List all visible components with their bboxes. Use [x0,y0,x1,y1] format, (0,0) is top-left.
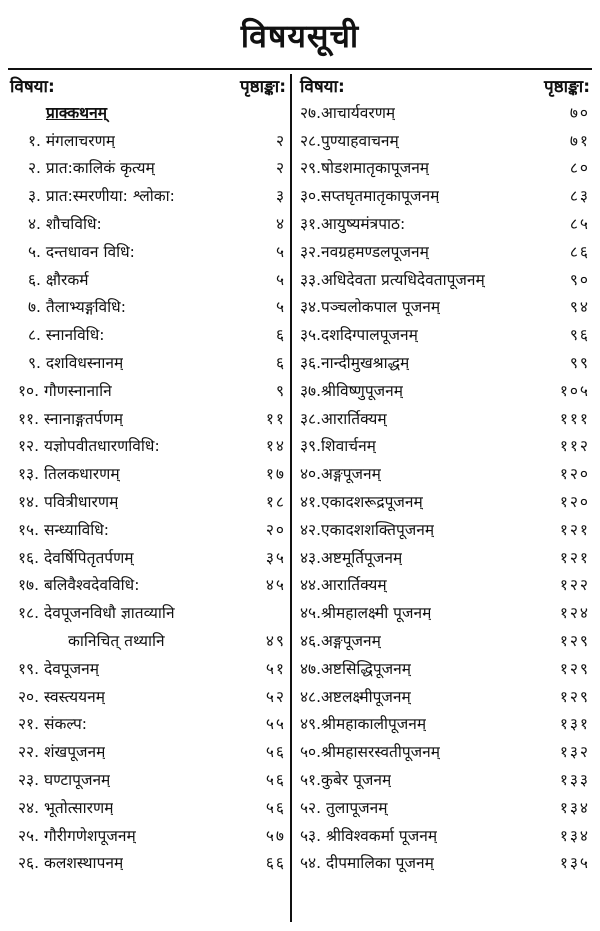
page-title: विषयसूची [240,17,360,55]
right-toc-entry [300,459,590,487]
right-toc-entry [300,154,590,182]
right-toc-entry [300,404,590,432]
left-toc-entry [10,126,286,154]
right-entry-title: ३८.आरार्तिक्यम् [300,409,387,428]
right-entry-page: ८५ [569,215,590,234]
right-toc-entry [300,710,590,738]
left-toc-entry [10,237,286,265]
left-toc-entry [10,293,286,321]
left-entry-title: १६. देवर्षिपितृतर्पणम् [18,548,134,567]
left-entry-page: २ [275,159,286,178]
right-entry-title: ५३. श्रीविश्वकर्मा पूजनम् [300,826,438,845]
right-topic-heading: विषया: [300,76,345,97]
left-entry-title: १५. सन्ध्याविधि: [18,520,109,539]
right-entry-title: ३६.नान्दीमुखश्राद्धम् [300,354,410,373]
right-entry-page: १११ [559,409,590,428]
left-entry-page: ५ [275,270,286,289]
left-toc-entry [10,154,286,182]
right-toc-entry [300,682,590,710]
right-entry-page: १२९ [559,687,590,706]
left-toc-entry [10,432,286,460]
left-entry-page: ५७ [265,826,286,845]
right-entry-page: १२० [559,465,590,484]
right-entry-page: १३३ [559,771,590,790]
right-toc-entry [300,181,590,209]
left-entry-title: ५. दन्तधावन विधि: [28,242,135,261]
right-toc-entry [300,543,590,571]
left-entry-title: ३. प्रात:स्मरणीया: श्लोका: [28,187,175,206]
right-entry-page: ९९ [569,354,590,373]
right-toc-entry [300,737,590,765]
left-entry-page: १७ [265,465,286,484]
left-entry-title: २२. शंखपूजनम् [18,743,106,762]
left-toc-entry [10,348,286,376]
left-entry-page: ४ [275,215,286,234]
right-toc-entry [300,293,590,321]
left-entry-title: कानिचित् तथ्यानि [68,632,165,651]
left-toc-entry [10,598,286,626]
left-entry-page: ५६ [265,771,286,790]
right-entry-page: ७० [569,103,590,122]
right-toc-entry [300,626,590,654]
right-entry-title: ४४.आरार्तिक्यम् [300,576,387,595]
right-entry-title: ४६.अङ्गपूजनम् [300,632,381,651]
right-entry-page: ११२ [559,437,590,456]
left-entry-title: ७. तैलाभ्यङ्गविधि: [28,298,126,317]
column-divider [290,74,292,922]
right-entry-title: ३१.आयुष्यमंत्रपाठ: [300,215,406,234]
right-toc-entry [300,376,590,404]
right-entry-title: ५४. दीपमालिका पूजनम् [300,854,434,873]
right-entry-title: ४२.एकादशशक्तिपूजनम् [300,520,435,539]
right-entry-title: २९.षोडशमातृकापूजनम् [300,159,430,178]
left-entry-title: २०. स्वस्त्ययनम् [18,687,105,706]
left-entry-page: २० [265,520,286,539]
right-entry-title: ४०.अङ्गपूजनम् [300,465,381,484]
left-entry-title: २४. भूतोत्सारणम् [18,798,114,817]
right-entry-page: १२१ [559,520,590,539]
header-divider [8,68,592,70]
left-entry-title: ११. स्नानाङ्गतर्पणम् [18,409,124,428]
left-toc-entry [10,181,286,209]
left-entry-title: ६. क्षौरकर्म [28,270,89,289]
left-entry-page: ५५ [265,715,286,734]
right-entry-title: २८.पुण्याहवाचनम् [300,131,399,150]
left-entry-list [10,126,286,877]
right-entry-page: ९६ [569,326,590,345]
left-entry-page: ४९ [265,632,286,651]
right-entry-title: ३३.अधिदेवता प्रत्यधिदेवतापूजनम् [300,270,485,289]
right-toc-entry [300,98,590,126]
left-toc-entry [10,793,286,821]
left-column-header [10,72,286,98]
left-toc-entry [10,626,286,654]
right-entry-page: ८० [569,159,590,178]
right-toc-entry [300,849,590,877]
right-toc-entry [300,320,590,348]
right-entry-title: २७.आचार्यवरणम् [300,103,396,122]
right-entry-title: ४९.श्रीमहाकालीपूजनम् [300,715,427,734]
left-entry-title: २३. घण्टापूजनम् [18,771,111,790]
left-entry-page: ५१ [265,659,286,678]
left-entry-page: ६६ [265,854,286,873]
left-toc-entry [10,459,286,487]
left-entry-title: १७. बलिवैश्वदेवविधि: [18,576,140,595]
left-entry-title: २. प्रात:कालिकं कृत्यम् [28,159,155,178]
right-toc-entry [300,209,590,237]
section-subheading: प्राक्कथनम् [46,103,107,122]
right-entry-page: १२० [559,493,590,512]
right-toc-entry [300,793,590,821]
left-entry-title: ४. शौचविधि: [28,215,102,234]
left-toc-entry [10,320,286,348]
left-entry-title: १८. देवपूजनविधौ ज्ञातव्यानि [18,604,175,623]
left-toc-entry [10,821,286,849]
right-entry-page: १२२ [559,576,590,595]
right-toc-entry [300,126,590,154]
right-entry-page: ८६ [569,242,590,261]
right-column-header [300,72,590,98]
right-toc-entry [300,432,590,460]
right-toc-entry [300,265,590,293]
left-toc-entry [10,654,286,682]
right-entry-page: १०५ [559,381,590,400]
right-entry-page: १२९ [559,632,590,651]
left-toc-entry [10,376,286,404]
left-entry-title: १४. पवित्रीधारणम् [18,493,119,512]
left-toc-entry [10,543,286,571]
right-toc-entry [300,487,590,515]
right-entry-page: १३४ [559,798,590,817]
right-entry-page: ७१ [569,131,590,150]
left-entry-title: २५. गौरीगणेशपूजनम् [18,826,136,845]
left-toc-entry [10,404,286,432]
left-entry-title: १२. यज्ञोपवीतधारणविधि: [18,437,160,456]
right-entry-page: ८३ [569,187,590,206]
right-entry-title: ५१.कुबेर पूजनम् [300,771,392,790]
right-toc-entry [300,237,590,265]
left-topic-heading: विषया: [10,76,55,97]
right-entry-title: ३५.दशदिग्पालपूजनम् [300,326,418,345]
right-entry-title: ५०.श्रीमहासरस्वतीपूजनम् [300,743,441,762]
right-toc-entry [300,654,590,682]
right-entry-title: ३२.नवग्रहमण्डलपूजनम् [300,242,429,261]
right-entry-title: ४३.अष्टमूर्तिपूजनम् [300,548,403,567]
right-page-heading: पृष्ठाङ्का: [543,76,590,97]
right-entry-page: ९४ [569,298,590,317]
right-entry-title: ४८.अष्टलक्ष्मीपूजनम् [300,687,411,706]
right-entry-title: ३९.शिवार्चनम् [300,437,376,456]
left-entry-page: ५६ [265,743,286,762]
left-entry-page: ६ [275,354,286,373]
left-entry-title: २६. कलशस्थापनम् [18,854,124,873]
left-toc-entry [10,682,286,710]
left-entry-title: १९. देवपूजनम् [18,659,99,678]
right-entry-page: १२४ [559,604,590,623]
left-entry-page: ५२ [265,687,286,706]
right-entry-title: ४५.श्रीमहालक्ष्मी पूजनम् [300,604,432,623]
left-toc-entry [10,571,286,599]
right-entry-page: १३१ [559,715,590,734]
left-entry-title: ८. स्नानविधि: [28,326,105,345]
left-toc-entry [10,515,286,543]
left-entry-page: १८ [265,493,286,512]
left-entry-title: २१. संकल्प: [18,715,88,734]
left-toc-entry [10,710,286,738]
right-entry-page: १३४ [559,826,590,845]
right-entry-title: ४७.अष्टसिद्धिपूजनम् [300,659,412,678]
right-entry-title: ३४.पञ्चलोकपाल पूजनम् [300,298,441,317]
right-entry-title: ३७.श्रीविष्णुपूजनम् [300,381,404,400]
left-entry-page: ५६ [265,798,286,817]
left-entry-page: ११ [265,409,286,428]
left-entry-title: ९. दशविधस्नानम् [28,354,124,373]
left-entry-page: ६ [275,326,286,345]
right-toc-entry [300,515,590,543]
left-subheading-row [10,98,286,126]
left-toc-entry [10,737,286,765]
right-entry-page: ९० [569,270,590,289]
right-toc-entry [300,348,590,376]
right-entry-page: १३५ [559,854,590,873]
left-entry-title: १०. गौणस्नानानि [18,381,112,400]
right-toc-entry [300,571,590,599]
left-entry-page: ३५ [265,548,286,567]
left-entry-page: ४५ [265,576,286,595]
right-entry-list [300,98,590,876]
left-toc-entry [10,209,286,237]
left-entry-page: १४ [265,437,286,456]
left-entry-page: ३ [275,187,286,206]
right-entry-page: १३२ [559,743,590,762]
right-entry-title: ५२. तुलापूजनम् [300,798,388,817]
right-column [300,72,590,876]
left-entry-page: २ [275,131,286,150]
left-entry-title: १. मंगलाचरणम् [28,131,116,150]
left-entry-page: ९ [275,381,286,400]
right-toc-entry [300,765,590,793]
right-entry-title: ४१.एकादशरूद्रपूजनम् [300,493,423,512]
left-entry-page: ५ [275,298,286,317]
left-toc-entry [10,765,286,793]
right-entry-page: १२९ [559,659,590,678]
left-entry-title: १३. तिलकधारणम् [18,465,120,484]
left-toc-entry [10,265,286,293]
left-toc-entry [10,487,286,515]
right-toc-entry [300,598,590,626]
right-entry-page: १२१ [559,548,590,567]
right-toc-entry [300,821,590,849]
left-page-heading: पृष्ठाङ्का: [239,76,286,97]
right-entry-title: ३०.सप्तघृतमातृकापूजनम् [300,187,440,206]
left-toc-entry [10,849,286,877]
left-column [10,72,286,876]
left-entry-page: ५ [275,242,286,261]
